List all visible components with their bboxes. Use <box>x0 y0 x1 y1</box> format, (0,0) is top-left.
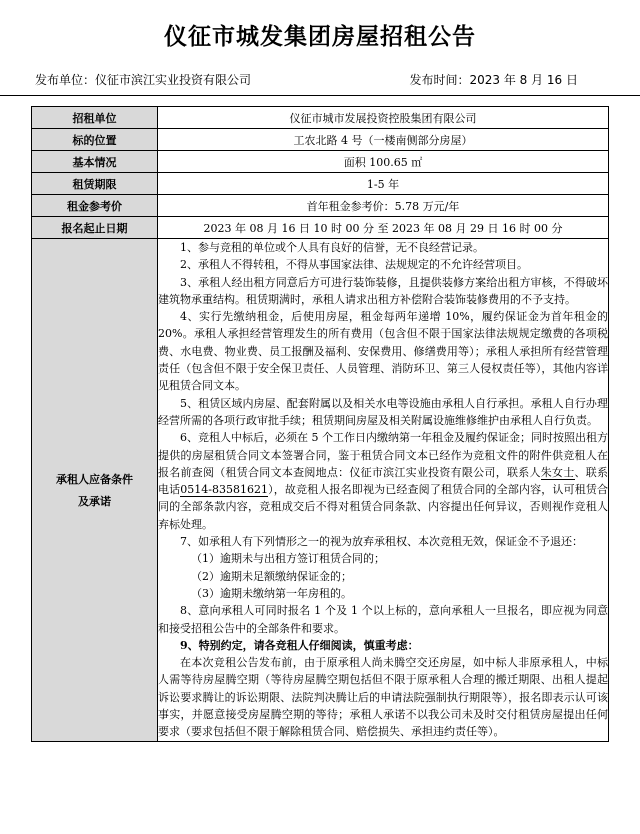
info-table <box>31 106 609 742</box>
term-6 <box>158 429 608 533</box>
terms-label-line2: 及承诺 <box>78 494 111 508</box>
row-label: 招租单位 <box>32 107 158 129</box>
term-8: 8、意向承租人可同时报名 1 个及 1 个以上标的，意向承租人一旦报名，即应视为同意和接受招租公告中的全部条件和要求。 <box>158 604 608 635</box>
term-7-item: （3）逾期未缴纳第一年房租的。 <box>191 586 352 600</box>
row-value: 首年租金参考价：5.78 万元/年 <box>158 195 609 217</box>
row-value: 仪征市城市发展投资控股集团有限公司 <box>158 107 609 129</box>
terms-label-line1: 承租人应备条件 <box>56 472 133 486</box>
term-9-heading: 9、特别约定，请各竞租人仔细阅读，慎重考虑： <box>180 638 419 652</box>
table-row <box>32 107 609 129</box>
publisher-label: 发布单位： <box>35 73 96 87</box>
row-label: 报名起止日期 <box>32 217 158 239</box>
term-7-item: （2）逾期未足额缴纳保证金的； <box>191 569 352 583</box>
term-6-text: 、联系电话 <box>158 465 609 497</box>
term-4: 4、实行先缴纳租金，后使用房屋，租金每两年递增 10%，履约保证金为首年租金的 20%。承租人承担经营管理发生的所有费用（包含但不限于国家法律法规规定缴费的各项税费、水电费、物业费、员工报酬及福利、安保费用、修缮费用等）；承租人承担所有经营管理责任（包含但不限于安全保卫责任、人员管理、消防环卫、第三人侵权责任等），其他内容详见租赁合同文本。 <box>158 310 608 393</box>
row-value: 工农北路 4 号（一楼南侧部分房屋） <box>158 129 609 151</box>
term-9-body: 在本次竞租公告发布前，由于原承租人尚未腾空交还房屋，如中标人非原承租人，中标人需等待房屋腾空期（等待房屋腾空期包括但不限于原承租人合理的搬迁期限、出租人提起诉讼要求腾让的诉讼期限、法院判决腾让后的申请法院强制执行期限等），报名即表示认可该事实，并愿意接受房屋腾空期的等待；承租人承诺不以我公司未及时交付租赁房屋提出任何要求（要求包括但不限于解除租赁合同、赔偿损失、承担违约责任等）。 <box>158 656 608 739</box>
table-row <box>32 173 609 195</box>
term-1: 1、参与竞租的单位或个人具有良好的信誉，无不良经营记录。 <box>180 241 484 254</box>
table-row <box>32 151 609 173</box>
publisher-name: 仪征市滨江实业投资有限公司 <box>95 73 252 87</box>
row-value: 1-5 年 <box>158 173 609 195</box>
term-7-item: （1）逾期未与出租方签订租赁合同的； <box>191 552 385 566</box>
row-label: 标的位置 <box>32 129 158 151</box>
contact-person: 朱女士 <box>540 465 575 479</box>
row-value: 2023 年 08 月 16 日 10 时 00 分 至 2023 年 08 月 29 日 16 时 00 分 <box>158 217 609 239</box>
publish-time-line <box>409 71 578 88</box>
row-label: 基本情况 <box>32 151 158 173</box>
header-divider <box>0 95 640 96</box>
publish-time-label: 发布时间： <box>409 73 470 87</box>
terms-content <box>158 239 609 742</box>
table-row <box>32 195 609 217</box>
table-row <box>32 217 609 239</box>
table-row <box>32 129 609 151</box>
term-5: 5、租赁区域内房屋、配套附属以及相关水电等设施由承租人自行承担。承租人自行办理经营所需的各项行政审批手续；租赁期间房屋及相关附属设施维修维护由承租人自行负责。 <box>158 396 608 427</box>
row-label: 租金参考价 <box>32 195 158 217</box>
terms-label <box>32 239 158 742</box>
term-6-text: ），故竞租人报名即视为已经查阅了租赁合同的全部内容，认可租赁合同的全部条款内容，竞租成交后不得对租赁合同条款、内容提出任何异议，否则视作竞租人弃标处理。 <box>158 483 609 531</box>
contact-phone: 0514-83581621 <box>180 483 268 497</box>
row-value: 面积 100.65 ㎡ <box>158 151 609 173</box>
terms-row <box>32 239 609 742</box>
page-title: 仪征市城发集团房屋招租公告 <box>164 24 476 50</box>
term-3: 3、承租人经出租方同意后方可进行装饰装修，且提供装修方案给出租方审核，不得破坏建筑物承重结构。租赁期满时，承租人请求出租方补偿附合装饰装修费用的不予支持。 <box>158 275 608 306</box>
term-6-text: 6、竞租人中标后，必须在 5 个工作日内缴纳第一年租金及履约保证金；同时按照出租方提供的房屋租赁合同文本签署合同，鉴于租赁合同文本已经作为竞租文件的附件供竞租人在报名前查阅（租赁合同文本查阅地点：仪征市滨江实业投资有限公司，联系人 <box>158 431 608 479</box>
publisher-line <box>35 71 251 88</box>
term-2: 2、承租人不得转租，不得从事国家法律、法规规定的不允许经营项目。 <box>180 258 528 272</box>
row-label: 租赁期限 <box>32 173 158 195</box>
publish-time: 2023 年 8 月 16 日 <box>469 73 578 87</box>
term-7: 7、如承租人有下列情形之一的视为放弃承租权、本次竞租无效，保证金不予退还： <box>180 535 583 549</box>
